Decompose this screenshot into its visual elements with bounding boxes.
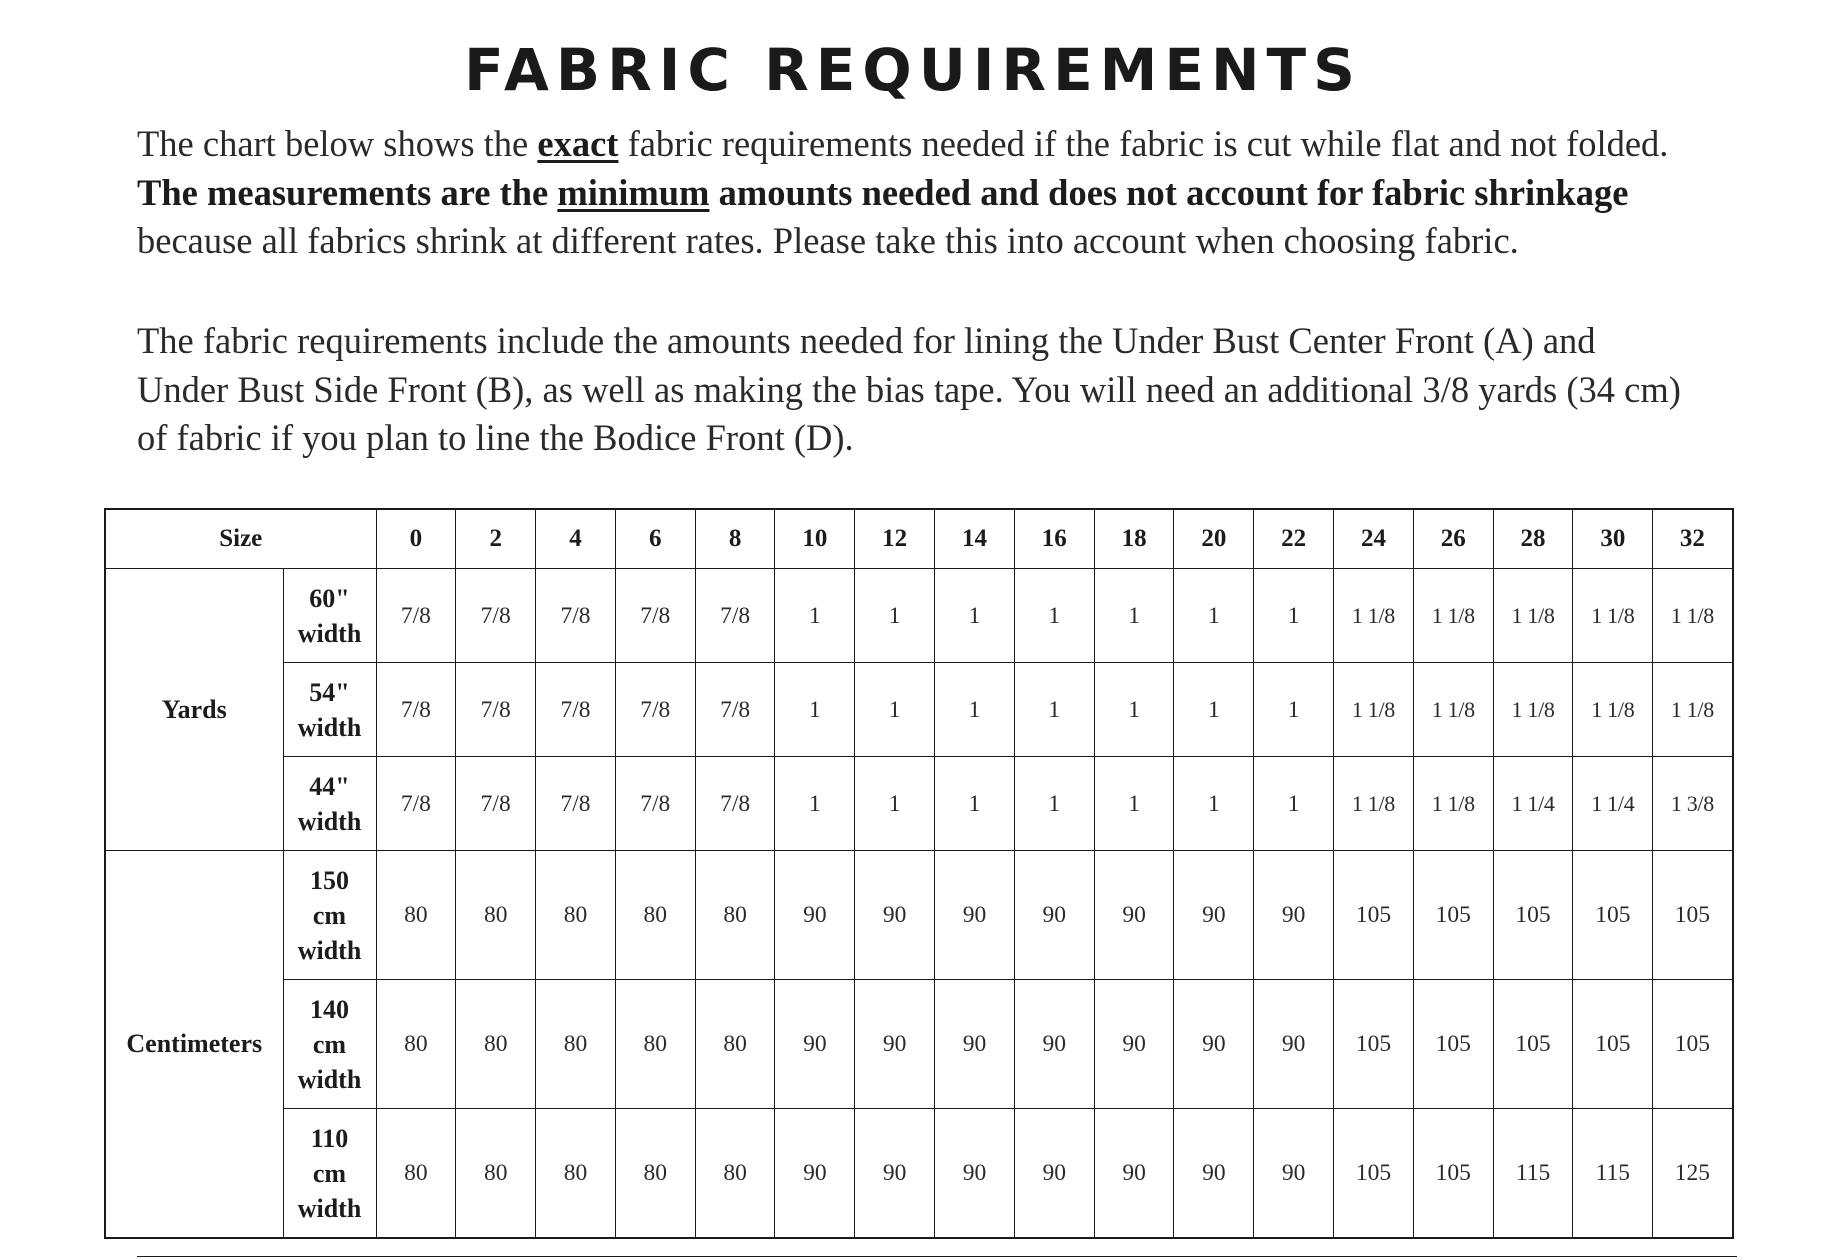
- fabric-amount-cell: 1: [855, 569, 935, 663]
- fabric-amount-cell: 7/8: [376, 663, 456, 757]
- fabric-amount-cell: 90: [935, 980, 1015, 1109]
- fabric-width-label: [283, 663, 376, 757]
- fabric-width-label: [283, 980, 376, 1109]
- fabric-amount-cell: 1: [1174, 757, 1254, 851]
- fabric-amount-cell: 105: [1413, 851, 1493, 980]
- fabric-amount-cell: 80: [536, 1109, 616, 1239]
- size-header-cell: 20: [1174, 509, 1254, 569]
- size-header-cell: 8: [695, 509, 775, 569]
- fabric-amount-cell: 80: [376, 1109, 456, 1239]
- fabric-amount-cell: 1: [855, 663, 935, 757]
- fabric-amount-cell: 80: [615, 851, 695, 980]
- fabric-amount-cell: 90: [855, 980, 935, 1109]
- fabric-amount-cell: 80: [456, 980, 536, 1109]
- fabric-amount-cell: 1: [1094, 663, 1174, 757]
- size-header-cell: 30: [1573, 509, 1653, 569]
- fabric-amount-cell: 125: [1653, 1109, 1733, 1239]
- fabric-amount-cell: 1 1/8: [1334, 569, 1414, 663]
- size-header-cell: 32: [1653, 509, 1733, 569]
- fabric-amount-cell: 1 1/4: [1573, 757, 1653, 851]
- size-header-cell: 14: [935, 509, 1015, 569]
- size-header-cell: 2: [456, 509, 536, 569]
- fabric-amount-cell: 1: [1014, 663, 1094, 757]
- fabric-width-label-part: width: [297, 712, 362, 742]
- fabric-amount-cell: 90: [1094, 1109, 1174, 1239]
- fabric-amount-cell: 90: [855, 851, 935, 980]
- fabric-amount-cell: 7/8: [695, 757, 775, 851]
- size-header-cell: 12: [855, 509, 935, 569]
- fabric-amount-cell: 90: [775, 851, 855, 980]
- fabric-amount-cell: 7/8: [376, 757, 456, 851]
- fabric-amount-cell: 90: [1094, 980, 1174, 1109]
- fabric-amount-cell: 7/8: [695, 569, 775, 663]
- fabric-amount-cell: 105: [1493, 851, 1573, 980]
- fabric-amount-cell: 90: [935, 1109, 1015, 1239]
- table-row: [105, 569, 1733, 663]
- fabric-amount-cell: 1 1/8: [1653, 663, 1733, 757]
- fabric-amount-cell: 105: [1653, 851, 1733, 980]
- intro-text: fabric requirements needed if the fabric is cut while flat and not folded.: [618, 123, 1669, 164]
- fabric-amount-cell: 1: [1174, 569, 1254, 663]
- size-header-cell: 0: [376, 509, 456, 569]
- fabric-amount-cell: 115: [1493, 1109, 1573, 1239]
- fabric-width-label-part: 140: [310, 994, 349, 1024]
- size-header-cell: 22: [1254, 509, 1334, 569]
- fabric-amount-cell: 1: [1094, 569, 1174, 663]
- fabric-amount-cell: 105: [1334, 980, 1414, 1109]
- fabric-amount-cell: 1: [935, 569, 1015, 663]
- fabric-amount-cell: 1: [1254, 663, 1334, 757]
- fabric-amount-cell: 90: [1254, 851, 1334, 980]
- fabric-amount-cell: 90: [775, 1109, 855, 1239]
- fabric-width-label: [283, 569, 376, 663]
- fabric-amount-cell: 80: [456, 851, 536, 980]
- fabric-amount-cell: 80: [376, 851, 456, 980]
- table-row: [105, 851, 1733, 980]
- fabric-amount-cell: 1 1/4: [1493, 757, 1573, 851]
- fabric-amount-cell: 90: [1014, 851, 1094, 980]
- intro-line-3: because all fabrics shrink at different rates. Please take this into account when choosing fabric.: [137, 220, 1519, 261]
- fabric-amount-cell: 1: [775, 569, 855, 663]
- size-header-cell: 10: [775, 509, 855, 569]
- note-line-3: of fabric if you plan to line the Bodice Front (D).: [137, 417, 854, 458]
- size-header-cell: 6: [615, 509, 695, 569]
- fabric-width-label-part: cm: [312, 1029, 347, 1059]
- fabric-amount-cell: 7/8: [615, 663, 695, 757]
- fabric-amount-cell: 90: [1174, 851, 1254, 980]
- fabric-amount-cell: 1: [935, 663, 1015, 757]
- table-row: [105, 1109, 1733, 1239]
- intro-line-1: [137, 120, 1737, 169]
- size-header-cell: 24: [1334, 509, 1414, 569]
- fabric-amount-cell: 80: [456, 1109, 536, 1239]
- fabric-amount-cell: 1: [1174, 663, 1254, 757]
- page-title: FABRIC REQUIREMENTS: [464, 36, 1362, 104]
- emphasis-minimum: minimum: [557, 171, 710, 213]
- fabric-amount-cell: 90: [1174, 1109, 1254, 1239]
- fabric-amount-cell: 1 1/8: [1334, 663, 1414, 757]
- fabric-amount-cell: 7/8: [536, 569, 616, 663]
- size-header-cell: 26: [1413, 509, 1493, 569]
- table-row: [105, 980, 1733, 1109]
- fabric-amount-cell: 1 1/8: [1653, 569, 1733, 663]
- intro-line-2: [137, 169, 1737, 218]
- fabric-amount-cell: 1: [775, 757, 855, 851]
- fabric-width-label: [283, 851, 376, 980]
- size-header-cell: 4: [536, 509, 616, 569]
- unit-group-label: Yards: [105, 569, 283, 851]
- fabric-amount-cell: 105: [1573, 851, 1653, 980]
- fabric-amount-cell: 7/8: [456, 663, 536, 757]
- fabric-width-label-part: 54": [309, 677, 350, 707]
- intro-text: The chart below shows the: [137, 123, 538, 164]
- fabric-requirements-table: [104, 508, 1734, 1239]
- intro-paragraph: [137, 120, 1737, 266]
- fabric-amount-cell: 80: [536, 851, 616, 980]
- fabric-amount-cell: 7/8: [456, 569, 536, 663]
- fabric-amount-cell: 1: [935, 757, 1015, 851]
- fabric-amount-cell: 1 1/8: [1573, 569, 1653, 663]
- fabric-amount-cell: 80: [695, 980, 775, 1109]
- fabric-amount-cell: 1: [1254, 757, 1334, 851]
- fabric-amount-cell: 1 1/8: [1413, 757, 1493, 851]
- fabric-amount-cell: 1 1/8: [1573, 663, 1653, 757]
- fabric-width-label-part: cm: [312, 1158, 347, 1188]
- note-line-2: Under Bust Side Front (B), as well as making the bias tape. You will need an additional 3/8 yards (34 cm): [137, 368, 1681, 410]
- fabric-amount-cell: 90: [775, 980, 855, 1109]
- fabric-amount-cell: 90: [855, 1109, 935, 1239]
- size-header-cell: 28: [1493, 509, 1573, 569]
- fabric-amount-cell: 105: [1653, 980, 1733, 1109]
- intro-bold-text: The measurements are the: [137, 171, 558, 213]
- fabric-amount-cell: 1: [1254, 569, 1334, 663]
- fabric-amount-cell: 105: [1413, 980, 1493, 1109]
- fabric-amount-cell: 80: [695, 851, 775, 980]
- fabric-amount-cell: 1 1/8: [1413, 569, 1493, 663]
- emphasis-exact: exact: [537, 123, 619, 164]
- unit-group-label: Centimeters: [105, 851, 283, 1239]
- fabric-amount-cell: 80: [376, 980, 456, 1109]
- note-line-1: The fabric requirements include the amounts needed for lining the Under Bust Center Front (A) and: [137, 320, 1596, 361]
- fabric-amount-cell: 1: [775, 663, 855, 757]
- fabric-amount-cell: 80: [695, 1109, 775, 1239]
- table-row: [105, 757, 1733, 851]
- fabric-amount-cell: 80: [536, 980, 616, 1109]
- fabric-amount-cell: 80: [615, 1109, 695, 1239]
- fabric-amount-cell: 1 3/8: [1653, 757, 1733, 851]
- fabric-width-label-part: 60": [309, 583, 350, 613]
- size-header-cell: 16: [1014, 509, 1094, 569]
- fabric-amount-cell: 115: [1573, 1109, 1653, 1239]
- fabric-amount-cell: 1 1/8: [1493, 569, 1573, 663]
- fabric-width-label: [283, 757, 376, 851]
- fabric-amount-cell: 1 1/8: [1334, 757, 1414, 851]
- fabric-amount-cell: 7/8: [615, 569, 695, 663]
- size-header-cell: 18: [1094, 509, 1174, 569]
- lining-note-paragraph: [137, 317, 1737, 463]
- fabric-amount-cell: 1 1/8: [1413, 663, 1493, 757]
- fabric-amount-cell: 90: [1094, 851, 1174, 980]
- size-header-row: [105, 509, 1733, 569]
- fabric-amount-cell: 7/8: [456, 757, 536, 851]
- fabric-amount-cell: 90: [1254, 1109, 1334, 1239]
- fabric-amount-cell: 1: [1014, 757, 1094, 851]
- fabric-amount-cell: 1: [1014, 569, 1094, 663]
- fabric-amount-cell: 1: [855, 757, 935, 851]
- fabric-amount-cell: 7/8: [376, 569, 456, 663]
- fabric-amount-cell: 90: [1174, 980, 1254, 1109]
- fabric-amount-cell: 105: [1413, 1109, 1493, 1239]
- fabric-amount-cell: 7/8: [615, 757, 695, 851]
- fabric-amount-cell: 7/8: [695, 663, 775, 757]
- fabric-width-label-part: 44": [309, 771, 350, 801]
- fabric-width-label-part: width: [297, 935, 362, 965]
- fabric-width-label-part: 110: [310, 1123, 349, 1153]
- fabric-width-label-part: width: [297, 618, 362, 648]
- fabric-amount-cell: 105: [1334, 851, 1414, 980]
- fabric-width-label-part: width: [297, 1193, 362, 1223]
- fabric-amount-cell: 1: [1094, 757, 1174, 851]
- fabric-amount-cell: 80: [615, 980, 695, 1109]
- intro-bold-text: amounts needed and does not account for fabric shrinkage: [709, 171, 1629, 213]
- fabric-width-label-part: width: [297, 1064, 362, 1094]
- size-header-label: Size: [105, 509, 376, 569]
- fabric-amount-cell: 105: [1493, 980, 1573, 1109]
- fabric-amount-cell: 7/8: [536, 663, 616, 757]
- table-row: [105, 663, 1733, 757]
- fabric-width-label-part: 150: [310, 865, 349, 895]
- fabric-amount-cell: 90: [1014, 980, 1094, 1109]
- fabric-amount-cell: 90: [935, 851, 1015, 980]
- fabric-width-label-part: cm: [312, 900, 347, 930]
- fabric-amount-cell: 105: [1334, 1109, 1414, 1239]
- fabric-width-label: [283, 1109, 376, 1239]
- fabric-amount-cell: 90: [1254, 980, 1334, 1109]
- fabric-amount-cell: 7/8: [536, 757, 616, 851]
- fabric-width-label-part: width: [297, 806, 362, 836]
- fabric-amount-cell: 105: [1573, 980, 1653, 1109]
- fabric-amount-cell: 90: [1014, 1109, 1094, 1239]
- footer-rule: [137, 1256, 1737, 1257]
- fabric-amount-cell: 1 1/8: [1493, 663, 1573, 757]
